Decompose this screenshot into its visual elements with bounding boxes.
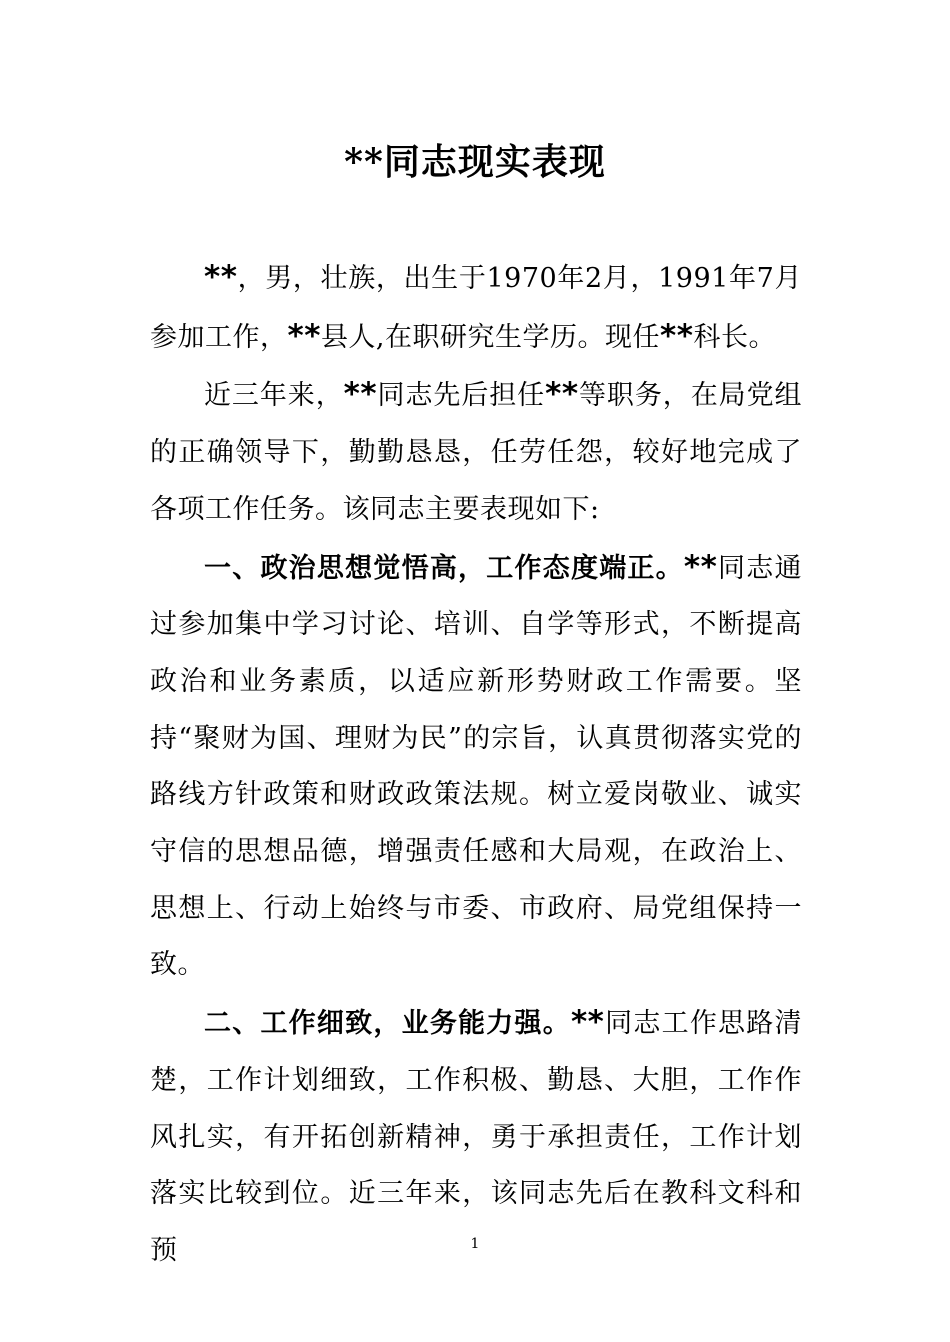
paragraph-text: 同志通过参加集中学习讨论、培训、自学等形式，不断提高政治和业务素质，以适应新形势财政工作需要。坚持“聚财为国、理财为民”的宗旨，认真贯彻落实党的路线方针政策和财政政策法规。树立爱岗敬业、诚实守信的思想品德，增强责任感和大局观，在政治上、思想上、行动上始终与市委、市政府、局党组保持一致。 (150, 552, 803, 981)
paragraph-text: 等职务，在局党组的正确领导下，勤勤恳恳，任劳任怨，较好地完成了各项工作任务。该同志主要表现如下: (150, 380, 803, 525)
paragraph-basic-info (150, 249, 802, 366)
paragraph-text: 近三年来， (204, 380, 344, 412)
county-placeholder: ** (287, 317, 321, 354)
position-placeholder: ** (545, 376, 579, 413)
document-body (150, 249, 802, 1280)
section-heading: 一、政治思想觉悟高，工作态度端正。 (204, 552, 684, 584)
paragraph-summary (150, 366, 802, 538)
paragraph-section-one (150, 539, 802, 995)
name-placeholder: ** (204, 259, 238, 295)
name-placeholder: ** (683, 548, 718, 585)
paragraph-text: 县人,在职研究生学历。现任 (320, 321, 661, 353)
name-placeholder: ** (343, 376, 378, 413)
paragraph-text: 同志工作思路清楚，工作计划细致，工作积极、勤恳、大胆，工作作风扎实，有开拓创新精神，勇于承担责任，工作计划落实比较到位。近三年来，该同志先后在教科文科和预 (150, 1008, 803, 1266)
paragraph-text: 科长。 (693, 321, 776, 353)
name-placeholder: ** (570, 1004, 605, 1041)
page-number: 1 (470, 1236, 480, 1252)
position-placeholder: ** (660, 317, 694, 354)
section-heading: 二、工作细致，业务能力强。 (204, 1008, 571, 1040)
paragraph-text: 同志先后担任 (377, 380, 546, 412)
document-title: **同志现实表现 (344, 141, 606, 183)
paragraph-text: ，男，壮族，出生于1970年2月，1991年7月参加工作， (150, 263, 802, 353)
